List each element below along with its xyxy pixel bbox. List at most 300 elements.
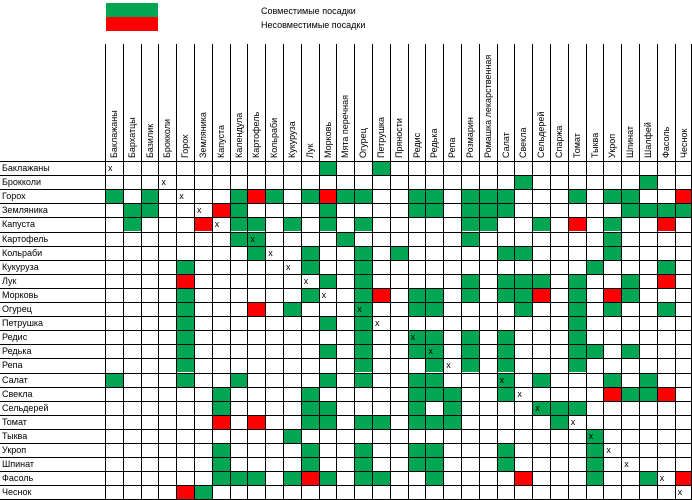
compatible-cell <box>123 203 141 217</box>
incompatible-cell <box>603 288 621 302</box>
compatible-cell <box>497 358 515 372</box>
grid-line-vertical <box>443 44 444 500</box>
column-header: Укроп <box>607 133 618 158</box>
incompatible-cell <box>212 203 230 217</box>
compatible-cell <box>568 189 586 203</box>
column-header: Баклажаны <box>109 110 119 158</box>
grid-line-vertical <box>586 44 587 500</box>
column-header: Календула <box>233 112 244 158</box>
grid-line-vertical <box>390 44 391 500</box>
grid-line-vertical <box>283 44 284 500</box>
column-header: Горох <box>180 134 191 158</box>
self-mark: x <box>410 332 416 343</box>
grid-line-vertical <box>247 44 248 500</box>
compatible-cell <box>141 189 159 203</box>
column-header: Тыква <box>589 132 600 158</box>
compatible-cell <box>479 203 497 217</box>
compatible-cell <box>283 471 301 485</box>
incompatible-cell <box>247 189 265 203</box>
compatible-cell <box>301 288 319 302</box>
compatible-cell <box>497 274 515 288</box>
compatible-cell <box>425 373 443 387</box>
compatible-cell <box>639 387 657 401</box>
compatible-cell <box>461 288 479 302</box>
self-mark: x <box>446 360 451 371</box>
compatible-cell <box>319 344 337 358</box>
compatible-cell <box>230 471 248 485</box>
compatible-cell <box>425 415 443 429</box>
self-mark: x <box>588 430 594 441</box>
compatible-cell <box>621 387 639 401</box>
compatible-cell <box>283 217 301 231</box>
self-mark: x <box>606 445 611 455</box>
column-header: Репа <box>447 137 458 158</box>
compatible-cell <box>408 302 426 316</box>
grid-line-horizontal <box>0 246 692 247</box>
compatible-cell <box>247 471 265 485</box>
self-mark: x <box>286 261 291 272</box>
self-mark: x <box>570 416 576 427</box>
grid-line-horizontal <box>0 189 692 190</box>
column-header: Шпинат <box>625 125 636 158</box>
compatible-cell <box>461 232 479 246</box>
row-label: Баклажаны <box>2 163 50 173</box>
compatible-cell <box>461 330 479 344</box>
compatible-cell <box>212 401 230 415</box>
compatible-cell <box>354 373 372 387</box>
grid-line-vertical <box>675 44 676 500</box>
compatible-cell <box>568 358 586 372</box>
compatible-cell <box>372 415 390 429</box>
self-mark: x <box>250 233 255 244</box>
compatible-cell <box>514 288 532 302</box>
grid-line-vertical <box>230 44 231 500</box>
incompatible-cell <box>372 288 390 302</box>
compatible-cell <box>176 288 194 302</box>
column-header: Томат <box>571 133 582 158</box>
self-mark: x <box>321 289 327 300</box>
compatible-cell <box>354 471 372 485</box>
row-label: Горох <box>2 191 26 202</box>
row-label: Чеснок <box>2 487 32 498</box>
compatible-cell <box>497 387 515 401</box>
self-mark: x <box>428 346 433 357</box>
self-mark: x <box>375 318 380 329</box>
compatible-cell <box>212 387 230 401</box>
compatible-cell <box>603 373 621 387</box>
grid-line-vertical <box>657 44 658 500</box>
row-label: Репа <box>2 360 23 371</box>
compatible-cell <box>354 443 372 457</box>
column-header: Земляника <box>198 112 208 158</box>
compatible-cell <box>301 415 319 429</box>
compatible-cell <box>354 260 372 274</box>
compatible-cell <box>408 443 426 457</box>
incompatible-cell <box>176 485 194 499</box>
compatible-cell <box>461 358 479 372</box>
grid-line-horizontal <box>0 373 692 374</box>
column-header: Лук <box>304 143 315 158</box>
compatible-cell <box>319 274 337 288</box>
incompatible-cell <box>301 471 319 485</box>
compatible-cell <box>230 189 248 203</box>
grid-line-vertical <box>141 44 142 500</box>
incompatible-cell <box>247 415 265 429</box>
compatible-cell <box>336 232 354 246</box>
compatible-cell <box>425 189 443 203</box>
compatible-cell <box>586 443 604 457</box>
row-label: Салат <box>2 374 28 385</box>
row-label: Укроп <box>2 445 27 455</box>
row-label: Картофель <box>2 233 49 244</box>
column-header: Фасоль <box>660 126 671 158</box>
compatible-cell <box>408 415 426 429</box>
compatible-cell <box>657 203 675 217</box>
compatible-cell <box>265 189 283 203</box>
self-mark: x <box>197 205 202 216</box>
column-header: Кукуруза <box>287 121 297 158</box>
compatible-cell <box>319 373 337 387</box>
compatible-cell <box>532 274 550 288</box>
grid-line-horizontal <box>0 217 692 218</box>
grid-line-vertical <box>514 44 515 500</box>
compatible-cell <box>319 415 337 429</box>
grid-line-vertical <box>301 44 302 500</box>
self-mark: x <box>677 487 683 498</box>
compatible-cell <box>390 246 408 260</box>
grid-line-vertical <box>123 44 124 500</box>
row-label: Сельдерей <box>2 402 49 413</box>
compatible-cell <box>141 203 159 217</box>
incompatible-cell <box>194 217 212 231</box>
compatible-cell <box>212 443 230 457</box>
compatible-cell <box>408 387 426 401</box>
legend <box>0 0 692 44</box>
grid-line-horizontal <box>0 330 692 331</box>
compatible-cell <box>408 288 426 302</box>
grid-line-vertical <box>639 44 640 500</box>
compatible-cell <box>621 288 639 302</box>
compatible-cell <box>532 373 550 387</box>
self-mark: x <box>357 304 362 314</box>
compatible-cell <box>319 161 337 175</box>
grid-line-horizontal <box>0 471 692 472</box>
self-mark: x <box>179 191 184 202</box>
compatible-cell <box>283 429 301 443</box>
compatible-cell <box>497 288 515 302</box>
compatible-cell <box>354 330 372 344</box>
row-label: Шпинат <box>2 459 35 470</box>
compatible-cell <box>230 203 248 217</box>
compatible-cell <box>408 457 426 471</box>
grid-line-vertical <box>354 44 355 500</box>
compatible-cell <box>586 457 604 471</box>
row-label: Капуста <box>2 219 36 230</box>
compatible-cell <box>443 401 461 415</box>
compatible-cell <box>105 373 123 387</box>
compatible-cell <box>621 344 639 358</box>
row-label: Кольраби <box>2 247 43 258</box>
grid-line-horizontal <box>0 401 692 402</box>
column-header: Редис <box>411 132 422 158</box>
column-header: Свекла <box>518 127 529 158</box>
grid-line-vertical <box>372 44 373 500</box>
compatible-cell <box>176 316 194 330</box>
self-mark: x <box>268 247 273 258</box>
compatible-cell <box>443 415 461 429</box>
compatible-cell <box>461 203 479 217</box>
compatible-cell <box>230 373 248 387</box>
row-label: Редис <box>2 332 28 343</box>
self-mark: x <box>303 275 309 286</box>
compatible-cell <box>657 260 675 274</box>
compatible-cell <box>372 471 390 485</box>
compatible-cell <box>105 189 123 203</box>
compatible-cell <box>586 344 604 358</box>
column-header: Пряности <box>393 118 404 158</box>
compatible-cell <box>194 485 212 499</box>
compatible-cell <box>283 302 301 316</box>
compatible-cell <box>176 358 194 372</box>
compatible-cell <box>514 302 532 316</box>
grid-line-horizontal <box>0 457 692 458</box>
incompatible-cell <box>247 302 265 316</box>
compatible-cell <box>532 217 550 231</box>
column-header: Бархатцы <box>126 117 137 158</box>
compatible-cell <box>621 189 639 203</box>
compatible-cell <box>568 302 586 316</box>
grid-line-vertical <box>497 44 498 500</box>
grid-line-horizontal <box>0 415 692 416</box>
column-header: Шалфей <box>643 122 653 158</box>
grid-line-vertical <box>461 44 462 500</box>
compatible-cell <box>514 274 532 288</box>
compatible-cell <box>123 217 141 231</box>
incompatible-cell <box>657 274 675 288</box>
compatible-cell <box>230 217 248 231</box>
compatible-cell <box>319 217 337 231</box>
compatible-cell <box>319 316 337 330</box>
compatible-cell <box>301 387 319 401</box>
compatible-cell <box>461 189 479 203</box>
row-label: Редька <box>2 346 32 357</box>
compatible-cell <box>247 217 265 231</box>
grid-line-horizontal <box>0 260 692 261</box>
compatible-cell <box>354 358 372 372</box>
compatible-cell <box>408 373 426 387</box>
compatible-cell <box>354 217 372 231</box>
grid-line-vertical <box>550 44 551 500</box>
compatible-cell <box>497 443 515 457</box>
compatible-cell <box>212 457 230 471</box>
compatible-cell <box>675 203 692 217</box>
compatible-cell <box>176 330 194 344</box>
compatible-cell <box>425 443 443 457</box>
compatible-cell <box>497 457 515 471</box>
grid-line-vertical <box>265 44 266 500</box>
incompatible-cell <box>603 387 621 401</box>
grid-line-horizontal <box>0 232 692 233</box>
incompatible-cell <box>319 189 337 203</box>
grid-line-vertical <box>158 44 159 500</box>
column-header: Огурец <box>358 128 369 158</box>
compatible-swatch <box>106 3 158 17</box>
compatible-cell <box>603 302 621 316</box>
compatible-cell <box>550 401 568 415</box>
compatible-cell <box>497 246 515 260</box>
self-mark: x <box>108 163 113 173</box>
grid-line-horizontal <box>0 358 692 359</box>
grid-line-horizontal <box>0 344 692 345</box>
compatible-cell <box>479 189 497 203</box>
compatible-cell <box>425 330 443 344</box>
row-label: Кукуруза <box>2 261 39 272</box>
incompatible-cell <box>532 288 550 302</box>
grid-line-vertical <box>603 44 604 500</box>
row-label: Огурец <box>2 304 32 314</box>
column-header: Сельдерей <box>536 111 547 158</box>
compatible-cell <box>586 260 604 274</box>
grid-line-horizontal <box>0 203 692 204</box>
grid-line-vertical <box>336 44 337 500</box>
compatible-cell <box>176 260 194 274</box>
compatible-cell <box>408 344 426 358</box>
compatible-cell <box>550 415 568 429</box>
compatible-cell <box>372 161 390 175</box>
grid-line-vertical <box>532 44 533 500</box>
compatible-cell <box>461 344 479 358</box>
incompatible-cell <box>568 217 586 231</box>
column-header: Салат <box>500 132 511 158</box>
compatible-cell <box>301 457 319 471</box>
grid-line-vertical <box>194 44 195 500</box>
incompatible-cell <box>657 387 675 401</box>
incompatible-cell <box>675 471 692 485</box>
compatible-cell <box>176 373 194 387</box>
compatible-cell <box>425 471 443 485</box>
compatible-cell <box>425 203 443 217</box>
compatible-cell <box>603 189 621 203</box>
compatible-cell <box>568 288 586 302</box>
compatible-cell <box>408 203 426 217</box>
compatible-cell <box>461 217 479 231</box>
self-mark: x <box>499 374 505 385</box>
compatible-cell <box>176 302 194 316</box>
compatible-cell <box>301 246 319 260</box>
grid-line-horizontal <box>0 387 692 388</box>
row-label: Морковь <box>2 289 39 300</box>
compatible-cell <box>639 203 657 217</box>
compatible-cell <box>568 274 586 288</box>
compatible-cell <box>621 203 639 217</box>
column-header: Базилик <box>144 123 155 158</box>
row-label: Петрушка <box>2 318 44 329</box>
compatible-cell <box>425 387 443 401</box>
compatible-cell <box>354 457 372 471</box>
compatible-cell <box>408 189 426 203</box>
self-mark: x <box>214 219 220 230</box>
compatible-cell <box>230 232 248 246</box>
compatible-cell <box>514 175 532 189</box>
column-header: Ромашка лекарственная <box>482 54 493 158</box>
compatible-cell <box>568 344 586 358</box>
grid-line-horizontal <box>0 316 692 317</box>
compatible-cell <box>568 401 586 415</box>
incompatible-cell <box>675 189 692 203</box>
self-mark: x <box>161 177 166 188</box>
grid-line-vertical <box>568 44 569 500</box>
compatible-cell <box>425 302 443 316</box>
self-mark: x <box>659 473 665 484</box>
grid-line-vertical <box>105 44 106 500</box>
compatible-cell <box>568 330 586 344</box>
compatible-cell <box>497 330 515 344</box>
compatible-cell <box>354 246 372 260</box>
incompatible-cell <box>657 217 675 231</box>
compatible-cell <box>639 175 657 189</box>
row-label: Брокколи <box>2 177 41 188</box>
grid-line-vertical <box>176 44 177 500</box>
compatible-cell <box>354 344 372 358</box>
column-header: Чеснок <box>678 128 689 158</box>
incompatible-legend-label: Несовместимые посадки <box>261 20 366 30</box>
compatible-cell <box>639 373 657 387</box>
compatible-cell <box>497 189 515 203</box>
row-label: Фасоль <box>2 473 34 484</box>
compatible-cell <box>354 189 372 203</box>
compatible-cell <box>603 217 621 231</box>
compatible-cell <box>336 189 354 203</box>
grid-line-vertical <box>479 44 480 500</box>
compatible-cell <box>425 457 443 471</box>
incompatible-cell <box>514 471 532 485</box>
compatible-cell <box>408 401 426 415</box>
column-header: Спаржа <box>554 125 564 158</box>
compatibility-table <box>0 44 692 500</box>
self-mark: x <box>517 388 522 399</box>
compatible-cell <box>586 471 604 485</box>
compatible-cell <box>461 274 479 288</box>
column-header: Картофель <box>251 111 262 158</box>
compatible-cell <box>425 358 443 372</box>
grid-line-horizontal <box>0 485 692 486</box>
compatible-cell <box>176 344 194 358</box>
compatible-cell <box>657 302 675 316</box>
compatible-cell <box>354 274 372 288</box>
compatible-cell <box>319 401 337 415</box>
compatible-cell <box>621 274 639 288</box>
row-label: Томат <box>2 416 27 427</box>
compatible-cell <box>354 316 372 330</box>
compatible-cell <box>603 246 621 260</box>
compatible-cell <box>479 217 497 231</box>
compatible-cell <box>301 401 319 415</box>
incompatible-cell <box>212 415 230 429</box>
grid-line-horizontal <box>0 161 692 162</box>
compatible-cell <box>319 203 337 217</box>
compatible-cell <box>603 232 621 246</box>
compatible-cell <box>247 246 265 260</box>
compatible-cell <box>354 415 372 429</box>
compatible-cell <box>514 246 532 260</box>
compatible-cell <box>319 471 337 485</box>
column-header: Редька <box>429 128 440 158</box>
column-header: Морковь <box>322 121 333 158</box>
grid-line-vertical <box>408 44 409 500</box>
row-label: Тыква <box>2 430 28 441</box>
compatible-cell <box>212 471 230 485</box>
row-label: Свекла <box>2 388 33 399</box>
